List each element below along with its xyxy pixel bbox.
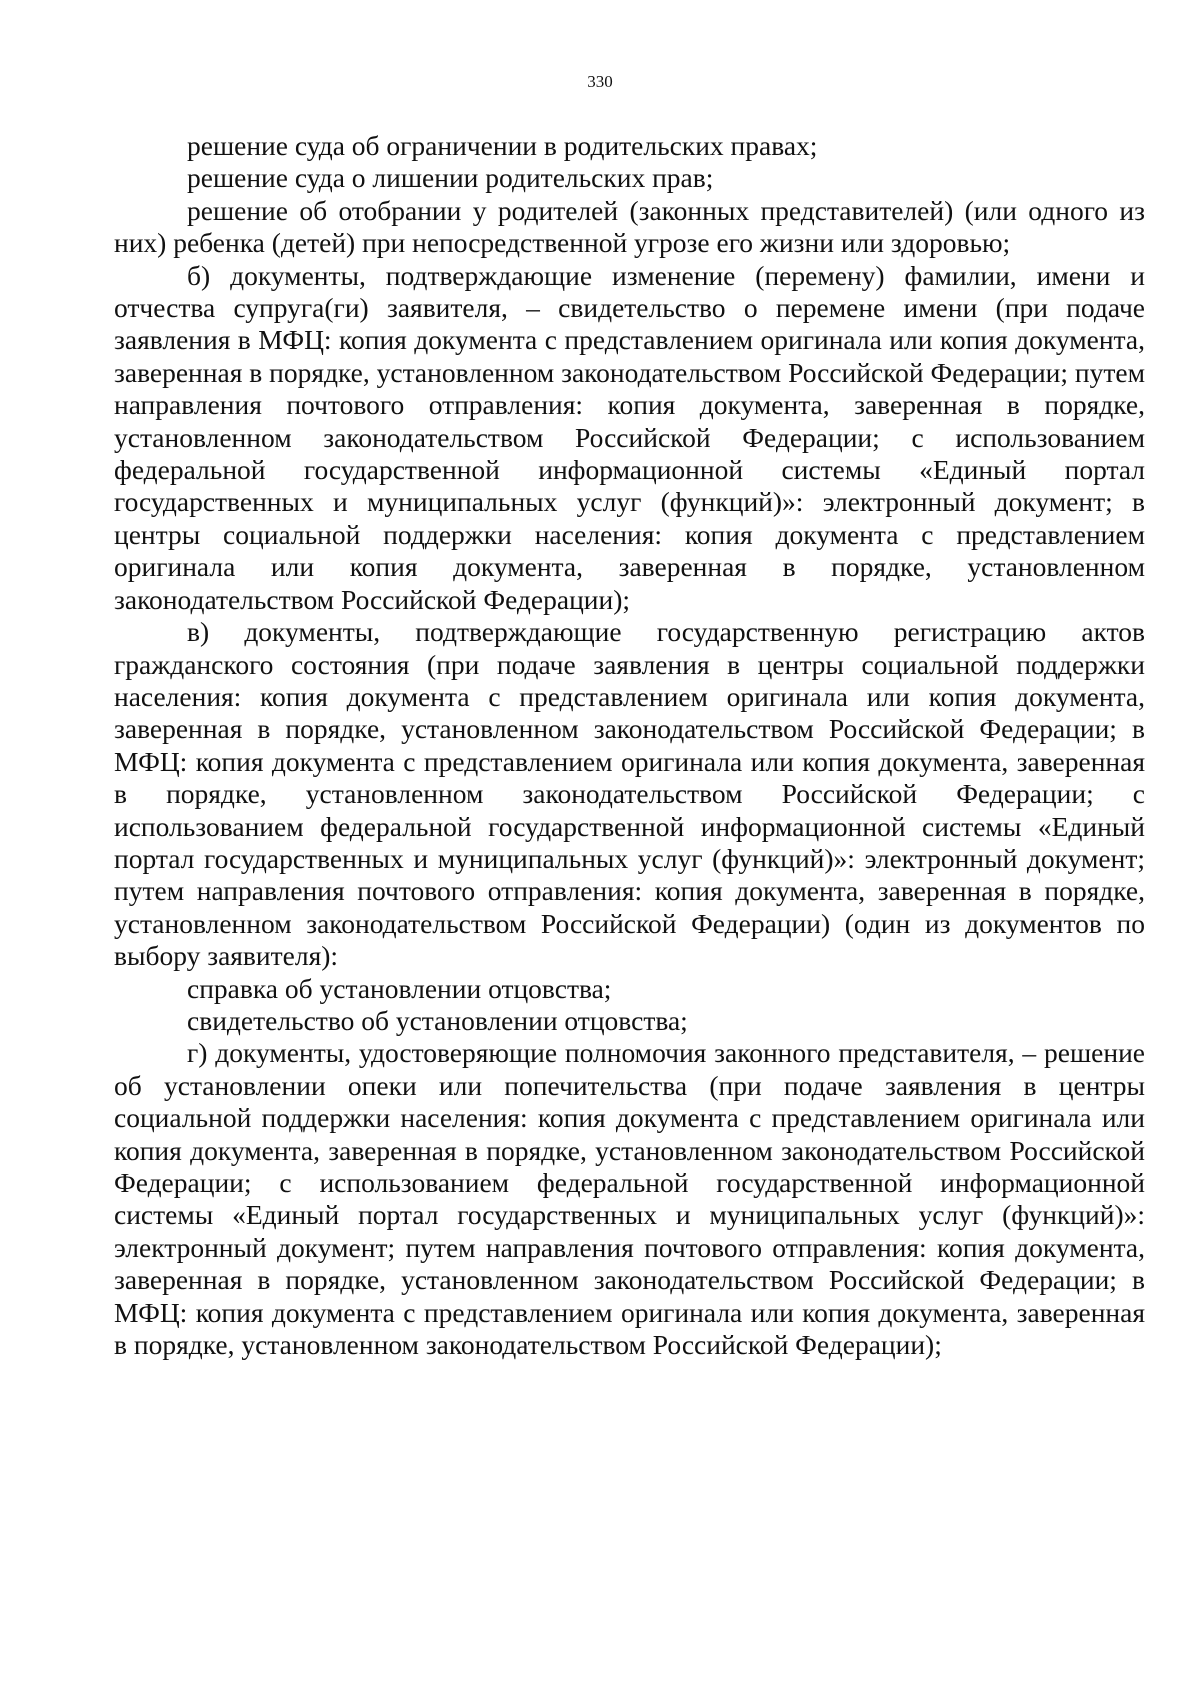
page-number: 330 [587, 72, 613, 91]
paragraph-removal-of-child: решение об отобрании у родителей (законных представителей) (или одного из них) ребенка (детей) при непосредственной угрозе его жизни или здоровью; [114, 194, 1145, 259]
paragraph-paternity-certificate: справка об установлении отцовства; [187, 972, 612, 1004]
paragraph-item-v-civil-registration: в) документы, подтверждающие государственную регистрацию актов гражданского состояния (при подаче заявления в центры социальной поддержки населения: копия документа с представлением оригинала или копия документа, заверенная в порядке, установленном законодательством Российской Федерации; в МФЦ: копия документа с представлением оригинала или копия документа, заверенная в порядке, установленном законодательством Российской Федерации; с использованием федеральной государственной информационной системы «Единый портал государственных и муниципальных услуг (функций)»: электронный документ; путем направления почтового отправления: копия документа, заверенная в порядке, установленном законодательством Российской Федерации) (один из документов по выбору заявителя): [114, 616, 1145, 972]
paragraph-deprivation-of-rights: решение суда о лишении родительских прав; [187, 162, 714, 194]
paragraph-item-g-legal-representative: г) документы, удостоверяющие полномочия законного представителя, – решение об установлении опеки или попечительства (при подаче заявления в центры социальной поддержки населения: копия документа с представлением оригинала или копия документа, заверенная в порядке, установленном законодательством Российской Федерации; с использованием федеральной государственной информационной системы «Единый портал государственных и муниципальных услуг (функций)»: электронный документ; путем направления почтового отправления: копия документа, заверенная в порядке, установленном законодательством Российской Федерации; в МФЦ: копия документа с представлением оригинала или копия документа, заверенная в порядке, установленном законодательством Российской Федерации); [114, 1037, 1145, 1361]
paragraph-paternity-record: свидетельство об установлении отцовства; [187, 1004, 688, 1036]
document-body [114, 130, 1145, 1361]
paragraph-restriction-of-rights: решение суда об ограничении в родительских правах; [187, 130, 818, 161]
paragraph-item-b-name-change: б) документы, подтверждающие изменение (перемену) фамилии, имени и отчества супруга(ги) заявителя, – свидетельство о перемене имени (при подаче заявления в МФЦ: копия документа с представлением оригинала или копия документа, заверенная в порядке, установленном законодательством Российской Федерации; путем направления почтового отправления: копия документа, заверенная в порядке, установленном законодательством Российской Федерации; с использованием федеральной государственной информационной системы «Единый портал государственных и муниципальных услуг (функций)»: электронный документ; в центры социальной поддержки населения: копия документа с представлением оригинала или копия документа, заверенная в порядке, установленном законодательством Российской Федерации); [114, 259, 1145, 615]
